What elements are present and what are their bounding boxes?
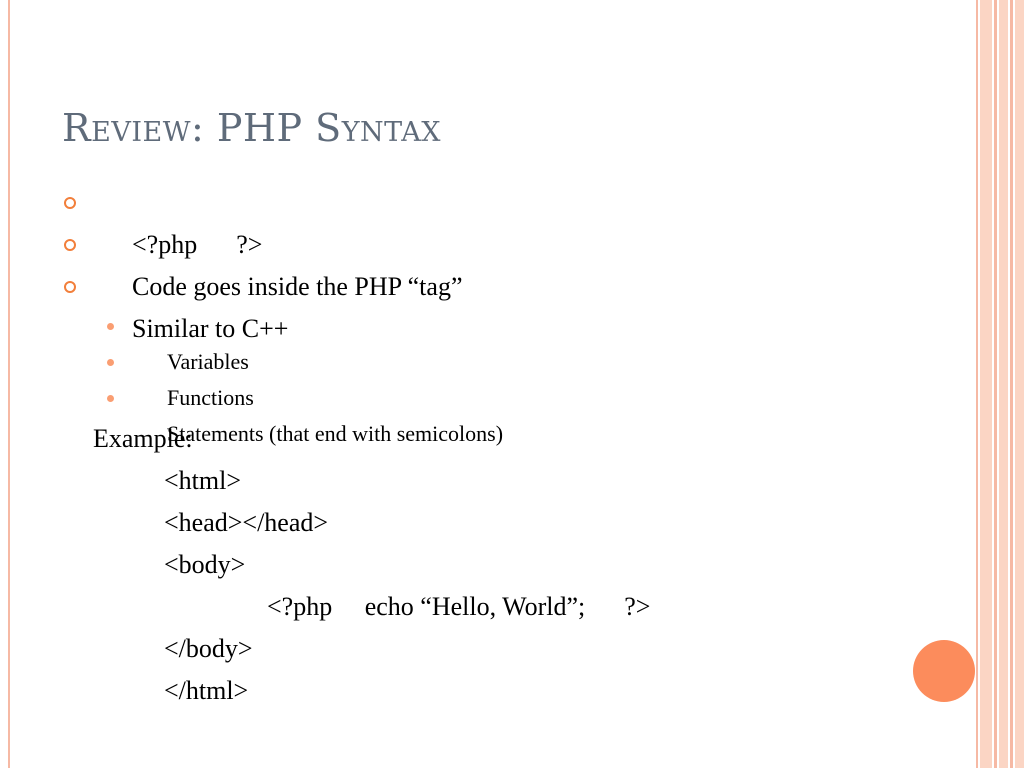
code-line: </body> [164, 634, 253, 663]
ring-bullet-icon [64, 197, 76, 209]
sub-bullet-text: Statements (that end with semicolons) [167, 421, 504, 446]
sub-bullet-text: Functions [167, 385, 254, 410]
bullet-item [62, 224, 942, 301]
code-line: <html> [164, 466, 241, 495]
bullet-text: Code goes inside the PHP “tag” [132, 272, 463, 301]
stripe [980, 0, 992, 768]
sub-bullet-item [62, 308, 942, 374]
ring-bullet-icon [64, 281, 76, 293]
code-line: <head></head> [164, 508, 329, 537]
bullet-item [62, 266, 942, 343]
example-label: Example: [93, 424, 193, 453]
code-line: <body> [164, 550, 246, 579]
stripe [994, 0, 997, 768]
bullet-item [62, 182, 942, 259]
left-decorative-rule [8, 0, 10, 768]
right-decorative-stripes [976, 0, 1024, 768]
sub-bullet-item [62, 344, 942, 410]
stripe [1010, 0, 1013, 768]
bullet-text: <?php ?> [132, 230, 263, 259]
bullet-text: Similar to C++ [132, 314, 289, 343]
code-line: </html> [164, 676, 249, 705]
ring-bullet-icon [64, 239, 76, 251]
slide-body [62, 182, 942, 712]
dot-bullet-icon [107, 323, 114, 330]
dot-bullet-icon [107, 395, 114, 402]
code-line: <?php echo “Hello, World”; ?> [267, 592, 651, 621]
slide-title: Review: PHP Syntax [62, 106, 441, 150]
stripe [999, 0, 1008, 768]
stripe [1015, 0, 1024, 768]
stripe [976, 0, 978, 768]
dot-bullet-icon [107, 359, 114, 366]
sub-bullet-text: Variables [167, 349, 249, 374]
